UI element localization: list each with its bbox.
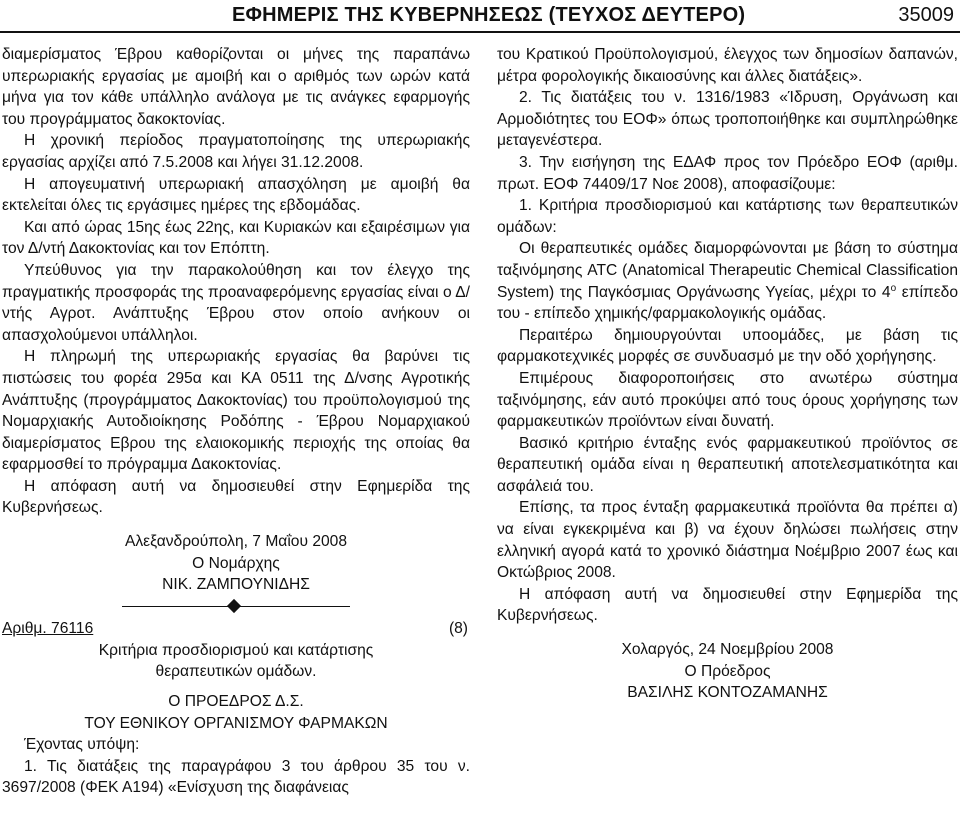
paragraph: Η απογευματινή υπερωριακή απασχόληση με αμοιβή θα εκτελείται όλες τις εργάσιμες ημέρες της εβδομάδας. bbox=[2, 175, 470, 215]
signature-name: ΒΑΣΙΛΗΣ ΚΟΝΤΟΖΑΜΑΝΗΣ bbox=[627, 684, 828, 702]
superscript: ο bbox=[890, 282, 897, 294]
paragraph: διαμερίσματος Έβρου καθορίζονται οι μήνες της παραπάνω υπερωριακής εργασίας με αμοιβή και ο αριθμός των ωρών κατά μήνα για τον κάθε υπάλληλο ανάλογα με τις ανάγκες εφαρμογής του προγράμματος δακοκτονίας. bbox=[2, 46, 470, 128]
considering-heading: Έχοντας υπόψη: bbox=[24, 736, 140, 754]
gazette-title: ΕΦΗΜΕΡΙΣ ΤΗΣ ΚΥΒΕΡΝΗΣΕΩΣ (ΤΕΥΧΟΣ ΔΕΥΤΕΡΟ) bbox=[232, 4, 746, 26]
paragraph: Και από ώρας 15ης έως 22ης, και Κυριακών και εξαιρέσιμων για τον Δ/ντή Δακοκτονίας και τον Επόπτη. bbox=[2, 218, 470, 258]
paragraph: Περαιτέρω δημιουργούνται υποομάδες, με βάση τις φαρμακοτεχνικές μορφές σε συνδυασμό με την οδό χορήγησης. bbox=[497, 326, 958, 366]
issuer-organization: ΤΟΥ ΕΘΝΙΚΟΥ ΟΡΓΑΝΙΣΜΟΥ ΦΑΡΜΑΚΩΝ bbox=[84, 714, 388, 732]
paragraph: 1. Τις διατάξεις της παραγράφου 3 του άρθρου 35 του ν. 3697/2008 (ΦΕΚ Α194) «Ενίσχυση της διαφάνειας bbox=[2, 757, 470, 797]
paragraph-part: Οι θεραπευτικές ομάδες διαμορφώνονται με βάση το σύστημα ταξινόμησης ATC (Anatomical Therapeutic Chemical Classification System) της Παγκόσμιας Οργάνωσης Υγείας, μέχρι το 4 bbox=[497, 240, 958, 301]
paragraph: 3. Την εισήγηση της ΕΔΑΦ προς τον Πρόεδρο ΕΟΦ (αριθμ. πρωτ. ΕΟΦ 74409/17 Νοε 2008), αποφασίζουμε: bbox=[497, 153, 958, 193]
left-column bbox=[2, 44, 470, 799]
paragraph bbox=[497, 238, 958, 324]
signature-role: Ο Πρόεδρος bbox=[684, 662, 771, 680]
decision-sequence: (8) bbox=[448, 619, 468, 637]
signature-place-date: Αλεξανδρούπολη, 7 Μαΐου 2008 bbox=[124, 533, 348, 551]
paragraph: Επιμέρους διαφοροποιήσεις στο ανωτέρω σύστημα ταξινόμησης, εάν αυτό προκύψει από τους όρους χορήγησης των φαρμακευτικών προϊόντων είναι δυνατή. bbox=[497, 369, 958, 431]
paragraph: Η απόφαση αυτή να δημοσιευθεί στην Εφημερίδα της Κυβερνήσεως. bbox=[497, 585, 958, 625]
diamond-icon bbox=[227, 599, 241, 613]
decision-number-row bbox=[2, 618, 470, 640]
issuer-role: Ο ΠΡΟΕΔΡΟΣ Δ.Σ. bbox=[168, 693, 304, 711]
paragraph: Η πληρωμή της υπερωριακής εργασίας θα βαρύνει τις πιστώσεις του φορέα 295α και ΚΑ 0511 της Δ/νσης Αγροτικής Ανάπτυξης (προγράμματος Δακοκτονίας) του προϋπολογισμού της Νομαρχιακής Αυτοδιοίκησης Ροδόπης - Έβρου Νομαρχιακού διαμερίσματος Εβρου της ελαιοκομικής περιοχής της οποίας θα εφαρμοσθεί το πρόγραμμα Δακοκτονίας. bbox=[2, 348, 470, 474]
paragraph: 2. Τις διατάξεις του ν. 1316/1983 «Ίδρυση, Οργάνωση και Αρμοδιότητες του ΕΟΦ» όπως τροποποιήθηκε και συμπληρώθηκε μεταγενέστερα. bbox=[497, 89, 958, 150]
header-rule bbox=[0, 31, 960, 33]
paragraph: 1. Κριτήρια προσδιορισμού και κατάρτισης των θεραπευτικών ομάδων: bbox=[497, 197, 958, 236]
right-column bbox=[497, 44, 958, 704]
paragraph: Επίσης, τα προς ένταξη φαρμακευτικά προϊόντα θα πρέπει α) να είναι εγκεκριμένα και β) να έχουν δηλώσει πωλήσεις στην ελληνική αγορά κατά το χρονικό διάστημα Νοέμβριο 2007 έως και Οκτώβριος 2008. bbox=[497, 499, 958, 582]
paragraph-part: επίπεδο του - επίπεδο χημικής/φαρμακολογικής ομάδας. bbox=[497, 283, 958, 323]
paragraph: Υπεύθυνος για την παρακολούθηση και τον έλεγχο της πραγματικής προσφοράς της προαναφερόμενης εργασίας είναι ο Δ/ντής Αγροτ. Ανάπτυξης Έβρου στον οποίο ανήκουν οι απασχολούμενοι υπάλληλοι. bbox=[2, 261, 470, 344]
signature-place-date: Χολαργός, 24 Νοεμβρίου 2008 bbox=[621, 641, 834, 659]
paragraph: Η χρονική περίοδος πραγματοποίησης της υπερωριακής εργασίας αρχίζει από 7.5.2008 και λήγει 31.12.2008. bbox=[2, 132, 470, 171]
section-divider bbox=[2, 596, 470, 618]
paragraph: του Κρατικού Προϋπολογισμού, έλεγχος των δημοσίων δαπανών, μέτρα φορολογικής δικαιοσύνης και άλλες διατάξεις». bbox=[497, 46, 958, 85]
page-number: 35009 bbox=[898, 4, 954, 26]
signature-role: Ο Νομάρχης bbox=[192, 554, 280, 572]
paragraph: Βασικό κριτήριο ένταξης ενός φαρμακευτικού προϊόντος σε θεραπευτική ομάδα είναι η θεραπευτική αποτελεσματικότητα και ασφάλειά του. bbox=[497, 434, 958, 495]
paragraph: Η απόφαση αυτή να δημοσιευθεί στην Εφημερίδα της Κυβερνήσεως. bbox=[2, 477, 470, 517]
signature-name: ΝΙΚ. ΖΑΜΠΟΥΝΙΔΗΣ bbox=[162, 576, 310, 594]
page-header bbox=[0, 0, 960, 34]
decision-title: Κριτήρια προσδιορισμού και κατάρτισης θεραπευτικών ομάδων. bbox=[98, 641, 374, 681]
decision-number: Αριθμ. 76116 bbox=[2, 619, 94, 637]
